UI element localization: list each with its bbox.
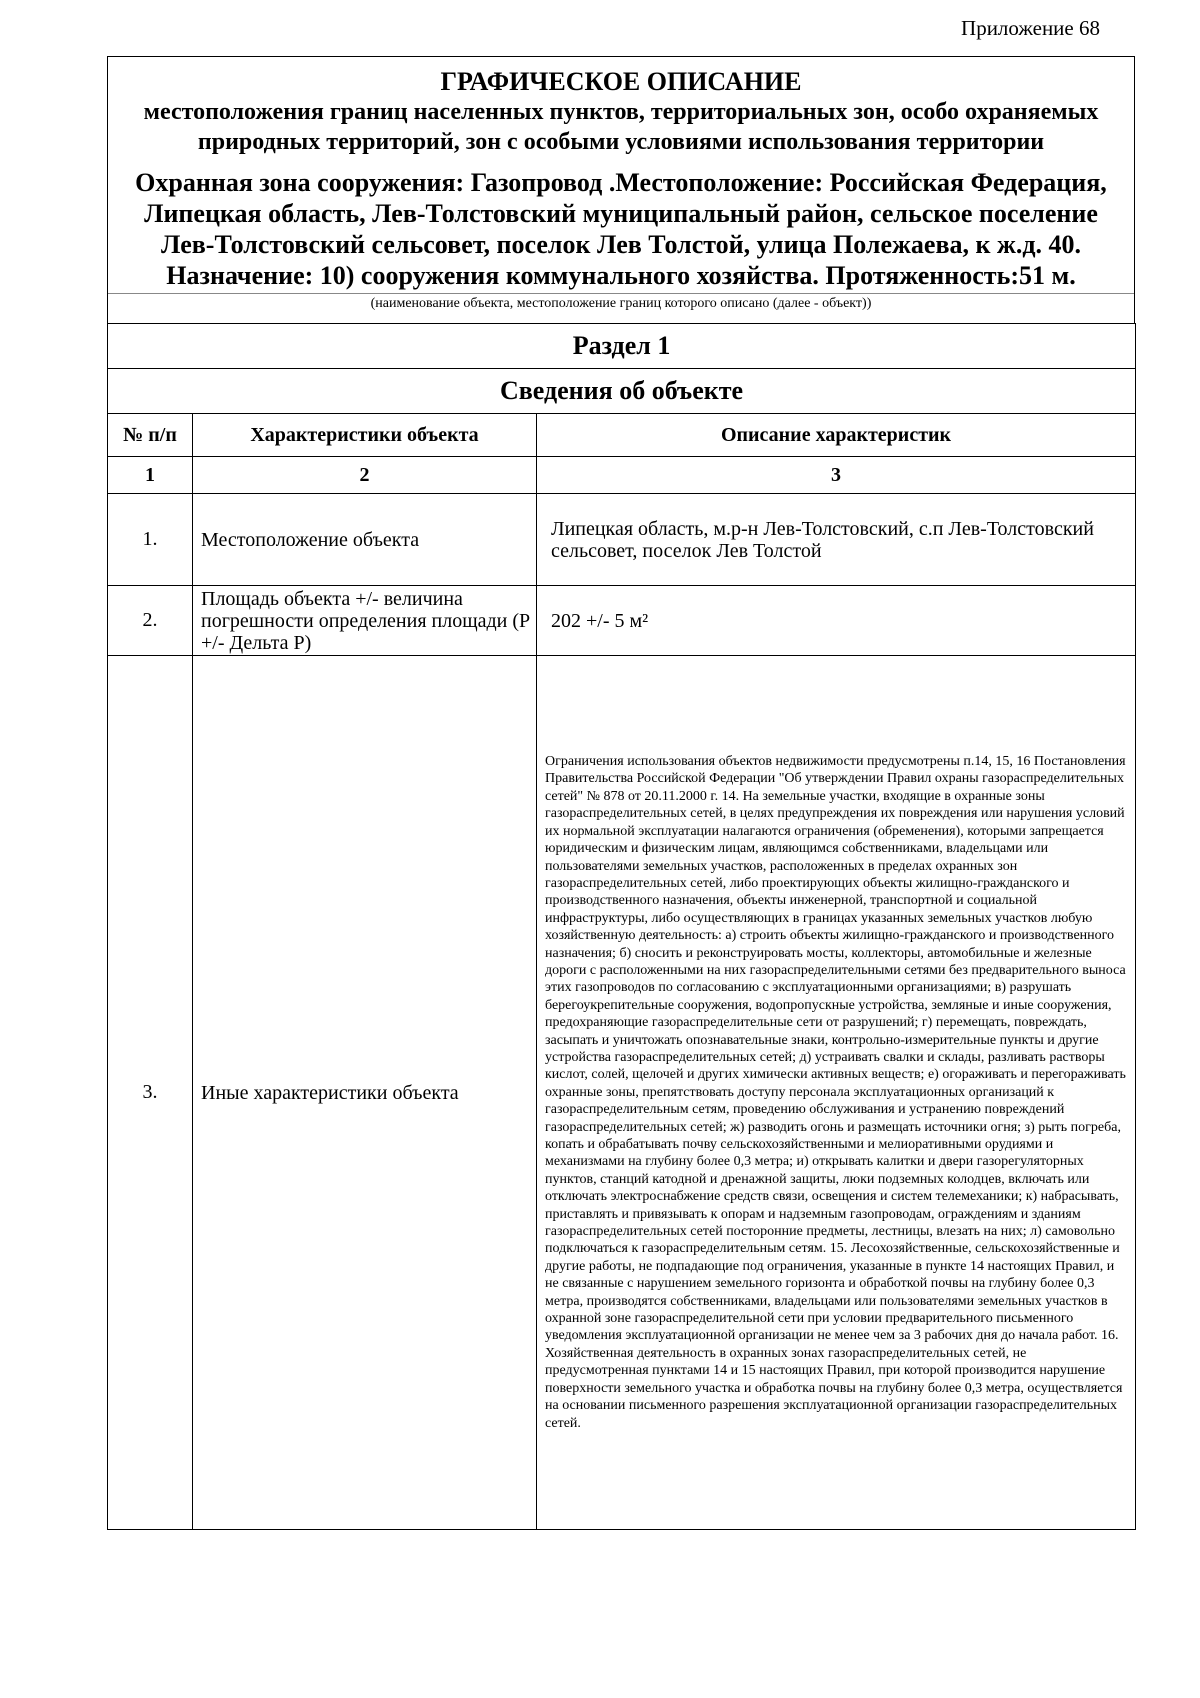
table-row bbox=[108, 494, 1136, 586]
document-frame bbox=[107, 56, 1135, 1530]
column-header: Характеристики объекта bbox=[193, 414, 537, 457]
object-name-caption: (наименование объекта, местоположение границ которого описано (далее - объект)) bbox=[370, 296, 872, 311]
row-value: Ограничения использования объектов недвижимости предусмотрены п.14, 15, 16 Постановления Правительства Российской Федерации "Об утверждении Правил охраны газораспределительных сетей" № 878 от 20.11.2000 г. 14. На земельные участки, входящие в охранные зоны газораспределительных сетей, в целях предупреждения их повреждения или нарушения условий их нормальной эксплуатации налагаются ограничения (обременения), которыми запрещается юридическим и физическим лицам, являющимся собственниками, владельцами или пользователями земельных участков, расположенных в пределах охранных зон газораспределительных сетей, либо проектирующих объекты жилищно-гражданского и производственного назначения, объекты инженерной, транспортной и социальной инфраструктуры, либо осуществляющих в границах указанных земельных участков любую хозяйственную деятельность: а) строить объекты жилищно-гражданского и производственного назначения; б) сносить и реконструировать мосты, коллекторы, автомобильные и железные дороги с расположенными на них газораспределительными сетями без предварительного выноса этих газопроводов по согласованию с эксплуатационными организациями; в) разрушать берегоукрепительные сооружения, водопропускные устройства, земляные и иные сооружения, предохраняющие газораспределительные сети от разрушений; г) перемещать, повреждать, засыпать и уничтожать опознавательные знаки, контрольно-измерительные пункты и другие устройства газораспределительных сетей; д) устраивать свалки и склады, разливать растворы кислот, солей, щелочей и других химически активных веществ; е) огораживать и перегораживать охранные зоны, препятствовать доступу персонала эксплуатационных организаций к газораспределительным сетям, проведению обслуживания и устранению повреждений газораспределительных сетей; ж) разводить огонь и размещать источники огня; з) рыть погреба, копать и обрабатывать почву сельскохозяйственными и мелиоративными орудиями и механизмами на глубину более 0,3 метра; и) открывать калитки и двери газорегуляторных пунктов, станций катодной и дренажной защиты, люки подземных колодцев, включать или отключать электроснабжение средств связи, освещения и систем телемеханики; к) набрасывать, приставлять и привязывать к опорам и надземным газопроводам, ограждениям и зданиям газораспределительных сетей посторонние предметы, лестницы, влезать на них; л) самовольно подключаться к газораспределительным сетям. 15. Лесохозяйственные, сельскохозяйственные и другие работы, не подпадающие под ограничения, указанные в пункте 14 настоящих Правил, и не связанные с нарушением земельного горизонта и обработкой почвы на глубину более 0,3 метра, производятся собственниками, владельцами или пользователями земельных участков в охранной зоне газораспределительной сети при условии предварительного письменного уведомления эксплуатационной организации не менее чем за 3 рабочих дня до начала работ. 16. Хозяйственная деятельность в охранных зонах газораспределительных сетей, не предусмотренная пунктами 14 и 15 настоящих Правил, при которой производится нарушение поверхности земельного участка и обработка почвы на глубину более 0,3 метра, осуществляется на основании письменного разрешения эксплуатационной организации газораспределительных сетей. bbox=[537, 656, 1136, 1530]
table-row bbox=[108, 656, 1136, 1530]
column-header: № п/п bbox=[108, 414, 193, 457]
column-number: 2 bbox=[193, 457, 537, 494]
row-number: 3. bbox=[108, 656, 193, 1530]
column-header: Описание характеристик bbox=[537, 414, 1136, 457]
row-label: Местоположение объекта bbox=[193, 494, 537, 586]
table-header-row bbox=[108, 414, 1136, 457]
table-row bbox=[108, 586, 1136, 656]
column-number-row bbox=[108, 457, 1136, 494]
object-name: Охранная зона сооружения: Газопровод .Местоположение: Российская Федерация, Липецкая область, Лев-Толстовский муниципальный район, сельское поселение Лев-Толстовский сельсовет, поселок Лев Толстой, улица Полежаева, к ж.д. 40. Назначение: 10) сооружения коммунального хозяйства. Протяженность:51 м. bbox=[135, 168, 1107, 290]
caption-block bbox=[107, 293, 1135, 323]
header-block bbox=[107, 56, 1135, 293]
row-value: Липецкая область, м.р-н Лев-Толстовский, с.п Лев-Толстовский сельсовет, поселок Лев Толстой bbox=[537, 494, 1136, 586]
column-number: 3 bbox=[537, 457, 1136, 494]
section-title: Раздел 1 bbox=[108, 324, 1136, 369]
document-subtitle: местоположения границ населенных пунктов, территориальных зон, особо охраняемых природных территорий, зон с особыми условиями использования территории bbox=[143, 99, 1099, 155]
column-number: 1 bbox=[108, 457, 193, 494]
row-number: 1. bbox=[108, 494, 193, 586]
row-label: Иные характеристики объекта bbox=[193, 656, 537, 1530]
document-title: ГРАФИЧЕСКОЕ ОПИСАНИЕ bbox=[440, 67, 802, 96]
row-value: 202 +/- 5 м² bbox=[537, 586, 1136, 656]
appendix-label: Приложение 68 bbox=[961, 16, 1100, 40]
row-label: Площадь объекта +/- величина погрешности определения площади (P +/- Дельта P) bbox=[201, 587, 530, 654]
object-info-table bbox=[107, 323, 1136, 1530]
section-subtitle: Сведения об объекте bbox=[108, 369, 1136, 414]
row-number: 2. bbox=[108, 586, 193, 656]
